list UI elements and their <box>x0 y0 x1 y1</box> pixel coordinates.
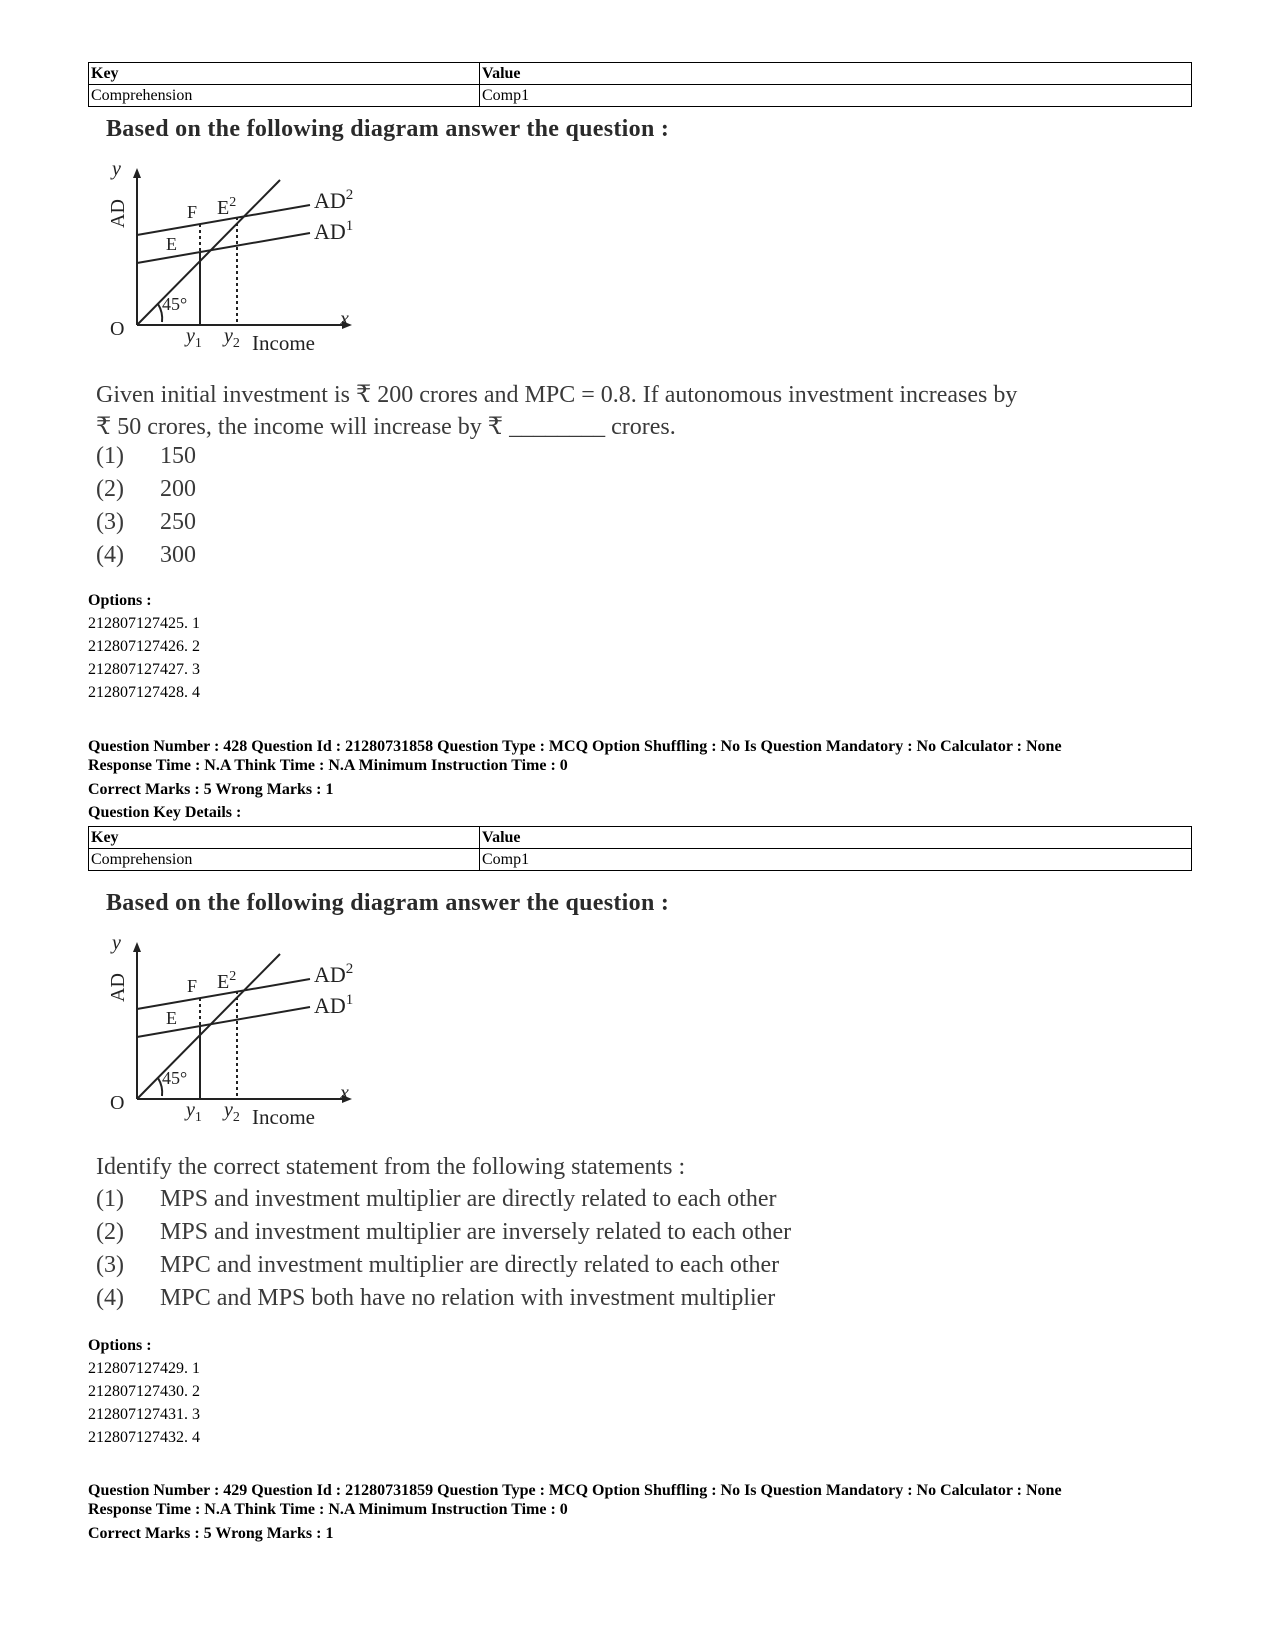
option-id: 212807127431. 3 <box>88 1406 200 1423</box>
key-header: Key <box>89 63 480 85</box>
point-e2-label: $E^2$ <box>217 969 237 993</box>
choice-item: (2) MPS and investment multiplier are inversely related to each other <box>96 1219 792 1245</box>
key-value-table <box>88 826 1192 871</box>
question-line-2: ₹ 50 crores, the income will increase by ₹ ________ crores. <box>96 414 676 440</box>
option-id: 212807127426. 2 <box>88 638 200 655</box>
choice-item: (4) MPC and MPS both have no relation with investment multiplier <box>96 1285 776 1311</box>
45-degree-line <box>137 180 280 325</box>
choice-list <box>96 443 196 575</box>
diagram-intro: Based on the following diagram answer the question : <box>106 890 670 916</box>
income-label: Income <box>252 331 315 355</box>
point-e2-label: $E^2$ <box>217 195 237 219</box>
y1-label: $y_1$ <box>186 325 202 351</box>
angle-label: 45° <box>162 1068 188 1088</box>
option-id: 212807127427. 3 <box>88 661 200 678</box>
ad-income-diagram <box>100 160 390 370</box>
marks-line: Correct Marks : 5 Wrong Marks : 1 <box>88 781 334 798</box>
ad-axis-label: AD <box>107 199 129 228</box>
value-cell: Comp1 <box>480 849 1192 871</box>
key-header: Key <box>89 827 480 849</box>
angle-label: 45° <box>162 294 188 314</box>
key-cell: Comprehension <box>89 85 480 107</box>
key-cell: Comprehension <box>89 849 480 871</box>
45-degree-line <box>137 954 280 1099</box>
table-row <box>89 85 1192 107</box>
table-header-row <box>89 827 1192 849</box>
ad1-label: $AD^1$ <box>314 218 354 244</box>
y-axis-label: y <box>112 934 121 954</box>
ad-axis-label: AD <box>107 973 129 1002</box>
choice-item: (4) 300 <box>96 542 196 568</box>
key-details-label: Question Key Details : <box>88 804 242 821</box>
point-f-label: F <box>187 202 198 222</box>
option-id: 212807127428. 4 <box>88 684 200 701</box>
choice-item: (1) 150 <box>96 443 196 469</box>
option-id: 212807127429. 1 <box>88 1360 200 1377</box>
origin-label: O <box>110 318 125 340</box>
ad2-label: $AD^2$ <box>314 187 354 213</box>
y-axis-label: y <box>112 160 121 180</box>
option-id: 212807127425. 1 <box>88 615 200 632</box>
question-meta-line-2: Response Time : N.A Think Time : N.A Minimum Instruction Time : 0 <box>88 1501 568 1518</box>
value-header: Value <box>480 827 1192 849</box>
income-label: Income <box>252 1105 315 1129</box>
point-e-label: E <box>166 234 177 254</box>
choice-item: (1) MPS and investment multiplier are directly related to each other <box>96 1186 777 1212</box>
options-label: Options : <box>88 592 152 609</box>
ad-income-diagram <box>100 934 390 1144</box>
key-value-table <box>88 62 1192 107</box>
question-meta-line-1: Question Number : 428 Question Id : 21280731858 Question Type : MCQ Option Shuffling : No Is Question Mandatory : No Calculator : None <box>88 738 1062 755</box>
table-header-row <box>89 63 1192 85</box>
option-id: 212807127430. 2 <box>88 1383 200 1400</box>
question-meta-line-2: Response Time : N.A Think Time : N.A Minimum Instruction Time : 0 <box>88 757 568 774</box>
y-arrowhead <box>133 168 141 178</box>
y2-label: $y_2$ <box>224 1099 240 1125</box>
ad1-label: $AD^1$ <box>314 992 354 1018</box>
choice-item: (3) 250 <box>96 509 196 535</box>
point-f-label: F <box>187 976 198 996</box>
origin-label: O <box>110 1092 125 1114</box>
options-label: Options : <box>88 1337 152 1354</box>
question-line-1: Given initial investment is ₹ 200 crores and MPC = 0.8. If autonomous investment increases by <box>96 382 1018 408</box>
value-header: Value <box>480 63 1192 85</box>
value-cell: Comp1 <box>480 85 1192 107</box>
marks-line: Correct Marks : 5 Wrong Marks : 1 <box>88 1525 334 1542</box>
y1-label: $y_1$ <box>186 1099 202 1125</box>
y-arrowhead <box>133 942 141 952</box>
x-axis-label: x <box>340 308 349 330</box>
y2-label: $y_2$ <box>224 325 240 351</box>
ad2-label: $AD^2$ <box>314 961 354 987</box>
point-e-label: E <box>166 1008 177 1028</box>
option-id: 212807127432. 4 <box>88 1429 200 1446</box>
choice-item: (3) MPC and investment multiplier are directly related to each other <box>96 1252 780 1278</box>
question-text: Identify the correct statement from the following statements : <box>96 1154 686 1180</box>
table-row <box>89 849 1192 871</box>
diagram-intro: Based on the following diagram answer the question : <box>106 116 670 142</box>
choice-item: (2) 200 <box>96 476 196 502</box>
choice-list <box>96 1186 791 1318</box>
question-meta-line-1: Question Number : 429 Question Id : 21280731859 Question Type : MCQ Option Shuffling : No Is Question Mandatory : No Calculator : None <box>88 1482 1062 1499</box>
x-axis-label: x <box>340 1082 349 1104</box>
